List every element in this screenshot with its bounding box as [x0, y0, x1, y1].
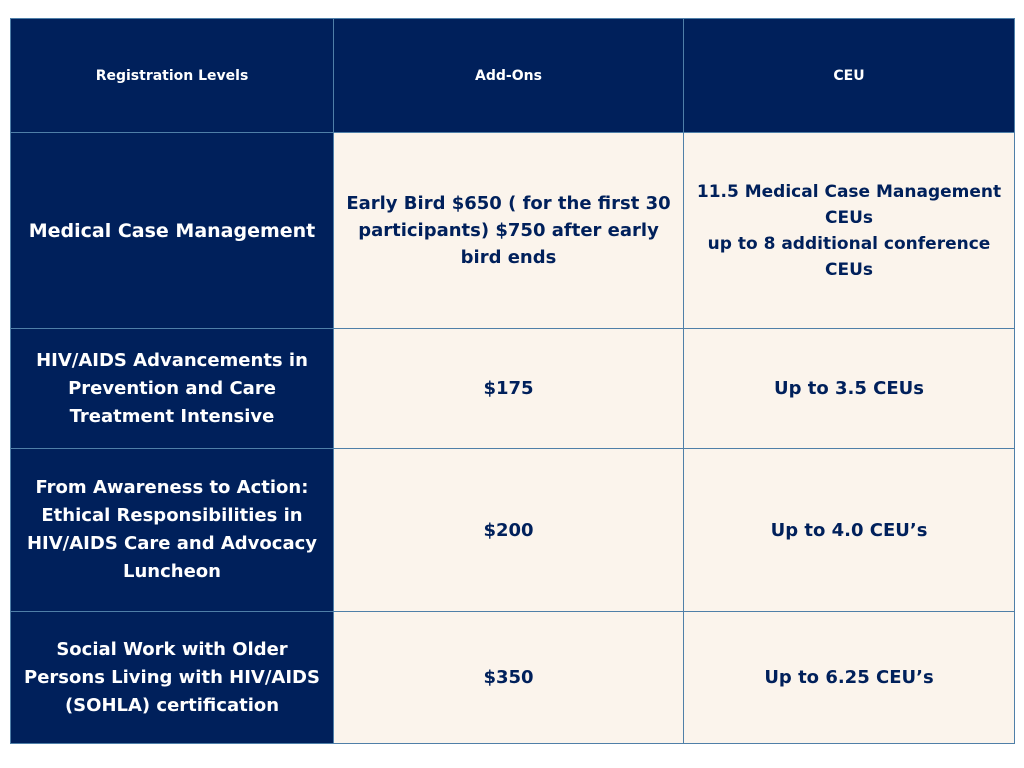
registration-level-cell: Social Work with Older Persons Living with HIV/AIDS (SOHLA) certification — [11, 612, 334, 744]
table-header-row — [11, 19, 1015, 133]
ceu-line: 11.5 Medical Case Management CEUs — [696, 181, 1002, 228]
table-row — [11, 329, 1015, 449]
ceu-cell: Up to 6.25 CEU’s — [684, 612, 1015, 744]
registration-level-cell: HIV/AIDS Advancements in Prevention and Care Treatment Intensive — [11, 329, 334, 449]
header-ceu: CEU — [684, 19, 1015, 133]
ceu-cell — [684, 133, 1015, 329]
table-row — [11, 133, 1015, 329]
registration-level-cell: From Awareness to Action: Ethical Responsibilities in HIV/AIDS Care and Advocacy Luncheon — [11, 449, 334, 612]
ceu-cell: Up to 3.5 CEUs — [684, 329, 1015, 449]
add-ons-cell: $175 — [334, 329, 684, 449]
header-add-ons: Add-Ons — [334, 19, 684, 133]
add-ons-cell: $350 — [334, 612, 684, 744]
ceu-line: up to 8 additional conference CEUs — [707, 233, 991, 280]
add-ons-cell: $200 — [334, 449, 684, 612]
table-row — [11, 449, 1015, 612]
header-registration-levels: Registration Levels — [11, 19, 334, 133]
registration-pricing-table — [10, 18, 1015, 744]
ceu-cell: Up to 4.0 CEU’s — [684, 449, 1015, 612]
table-row — [11, 612, 1015, 744]
add-ons-cell: Early Bird $650 ( for the first 30 participants) $750 after early bird ends — [334, 133, 684, 329]
registration-level-cell: Medical Case Management — [11, 133, 334, 329]
